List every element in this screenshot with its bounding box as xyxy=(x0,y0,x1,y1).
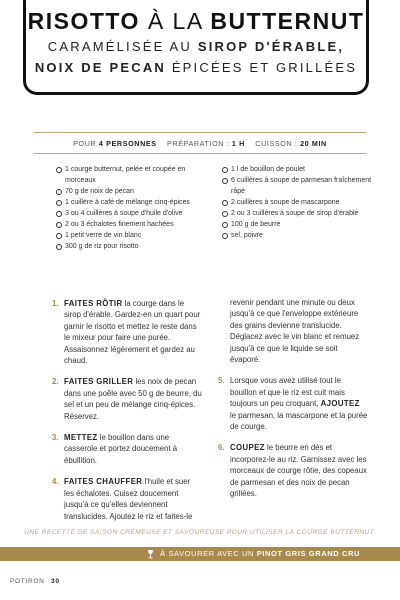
ingredient-item: 1 l de bouillon de poulet xyxy=(222,165,372,176)
step-4 xyxy=(52,476,202,522)
meta-persons: 4 PERSONNES xyxy=(98,139,157,148)
step-1 xyxy=(52,298,202,366)
step-keyword: COUPEZ xyxy=(230,443,265,453)
steps-column-left xyxy=(52,298,202,532)
recipe-meta xyxy=(0,139,400,148)
divider-bottom xyxy=(34,153,366,154)
step-text: le parmesan, la mascarpone et la purée de courge. xyxy=(230,410,368,432)
meta-cook: 20 MIN xyxy=(300,139,327,148)
step-2 xyxy=(52,376,202,422)
ingredient-item: 300 g de riz pour risotto xyxy=(56,242,196,253)
wine-pairing xyxy=(147,549,360,559)
title-word-risotto: RISOTTO xyxy=(27,8,140,34)
step-5 xyxy=(218,375,368,432)
meta-for-label: POUR xyxy=(73,139,97,148)
footer-section: POTIRON xyxy=(10,578,45,585)
step-text: Lorsque vous avez utilisé tout le bouillon et que le riz est cuit mais toujours un peu croquant, xyxy=(230,376,345,409)
step-number: 4. xyxy=(52,477,59,487)
title-word-butternut: BUTTERNUT xyxy=(210,8,365,34)
step-text: le beurre en dés et incorporez-le au riz. Garnissez avec les morceaux de courge rôtie, des copeaux de parmesan et des noix de pecan grillées. xyxy=(230,443,367,499)
bullet-icon xyxy=(56,244,62,250)
bullet-icon xyxy=(56,211,62,217)
step-3 xyxy=(52,432,202,466)
step-4-continued: revenir pendant une minute ou deux jusqu'à ce que l'enveloppe extérieure des grains devienne translucide. Déglacez avec le vin blanc et remuez jusqu'à ce que le liquide se soit évaporé. xyxy=(230,298,360,365)
bullet-icon xyxy=(222,178,228,184)
subtitle-part-bold: NOIX DE PECAN xyxy=(34,60,166,75)
step-keyword: METTEZ xyxy=(64,433,98,443)
ingredient-item: 6 cuillères à soupe de parmesan fraîchement râpé xyxy=(222,176,372,197)
ingredient-item: 70 g de noix de pecan xyxy=(56,187,196,198)
bullet-icon xyxy=(222,167,228,173)
ingredients-list-right xyxy=(222,165,372,242)
wine-name: PINOT GRIS GRAND CRU xyxy=(256,549,360,558)
step-text: le bouillon dans une casserole et portez doucement à ébullition. xyxy=(64,433,178,465)
recipe-subtitle-line1 xyxy=(26,39,366,54)
wine-pairing-bar xyxy=(0,547,400,561)
divider-top xyxy=(34,132,366,133)
subtitle-part: CARAMÉLISÉE AU xyxy=(47,39,193,54)
step-keyword: FAITES CHAUFFER xyxy=(64,477,143,487)
ingredient-item: 2 ou 3 échalotes finement hachées xyxy=(56,220,196,231)
ingredient-item: 3 ou 4 cuillères à soupe d'huile d'olive xyxy=(56,209,196,220)
subtitle-part: ÉPICÉES ET GRILLÉES xyxy=(171,60,358,75)
step-number: 5. xyxy=(218,376,225,386)
ingredient-item: sel, poivre xyxy=(222,231,372,242)
title-word-a-la: À LA xyxy=(147,8,203,34)
bullet-icon xyxy=(222,233,228,239)
ingredient-item: 1 petit verre de vin blanc xyxy=(56,231,196,242)
step-keyword: AJOUTEZ xyxy=(320,399,360,409)
page-footer xyxy=(10,578,60,585)
ingredients-list-left xyxy=(56,165,196,253)
ingredient-item: 2 ou 3 cuillères à soupe de sirop d'érable xyxy=(222,209,372,220)
step-number: 2. xyxy=(52,377,59,387)
recipe-subtitle-line2 xyxy=(26,60,366,75)
step-keyword: FAITES RÔTIR xyxy=(64,299,123,308)
step-text: les noix de pecan dans une poêle avec 50 g de beurre, du sel et un peu de mélange cinq-épices. Réservez. xyxy=(64,377,202,421)
ingredient-item: 1 cuillère à café de mélange cinq-épices xyxy=(56,198,196,209)
recipe-tagline: UNE RECETTE DE SAISON CRÉMEUSE ET SAVOUREUSE POUR UTILISER LA COURGE BUTTERNUT. xyxy=(24,529,376,536)
bullet-icon xyxy=(222,200,228,206)
wine-label: À SAVOURER AVEC UN xyxy=(160,549,255,558)
bullet-icon xyxy=(56,189,62,195)
step-text: la courge dans le sirop d'érable. Gardez-en un quart pour garnir le risotto et mettez le reste dans le mixeur pour faire une purée. Assaisonnez légèrement et gardez au chaud. xyxy=(64,299,201,366)
bullet-icon xyxy=(56,233,62,239)
title-frame xyxy=(23,0,369,95)
subtitle-part-bold: SIROP D'ÉRABLE, xyxy=(197,39,345,54)
step-number: 6. xyxy=(218,443,225,453)
step-number: 3. xyxy=(52,433,59,443)
step-6 xyxy=(218,442,368,499)
meta-prep: 1 H xyxy=(231,139,245,148)
meta-cook-label: CUISSON : xyxy=(255,139,298,148)
step-text: l'huile et suer les échalotes. Cuisez doucement jusqu'à ce qu'elles deviennent translucides. Ajoutez le riz et faites-le xyxy=(64,477,193,521)
step-number: 1. xyxy=(52,299,59,308)
wine-glass-icon xyxy=(147,550,154,559)
bullet-icon xyxy=(56,222,62,228)
recipe-title xyxy=(26,8,366,35)
bullet-icon xyxy=(222,211,228,217)
ingredient-item: 100 g de beurre xyxy=(222,220,372,231)
steps-column-right xyxy=(218,298,368,510)
step-keyword: FAITES GRILLER xyxy=(64,377,134,387)
meta-prep-label: PRÉPARATION : xyxy=(167,139,230,148)
page-number: 30 xyxy=(51,578,60,585)
bullet-icon xyxy=(56,200,62,206)
bullet-icon xyxy=(222,222,228,228)
bullet-icon xyxy=(56,167,62,173)
ingredient-item: 2 cuillères à soupe de mascarpone xyxy=(222,198,372,209)
ingredient-item: 1 courge butternut, pelée et coupée en morceaux xyxy=(56,165,196,186)
